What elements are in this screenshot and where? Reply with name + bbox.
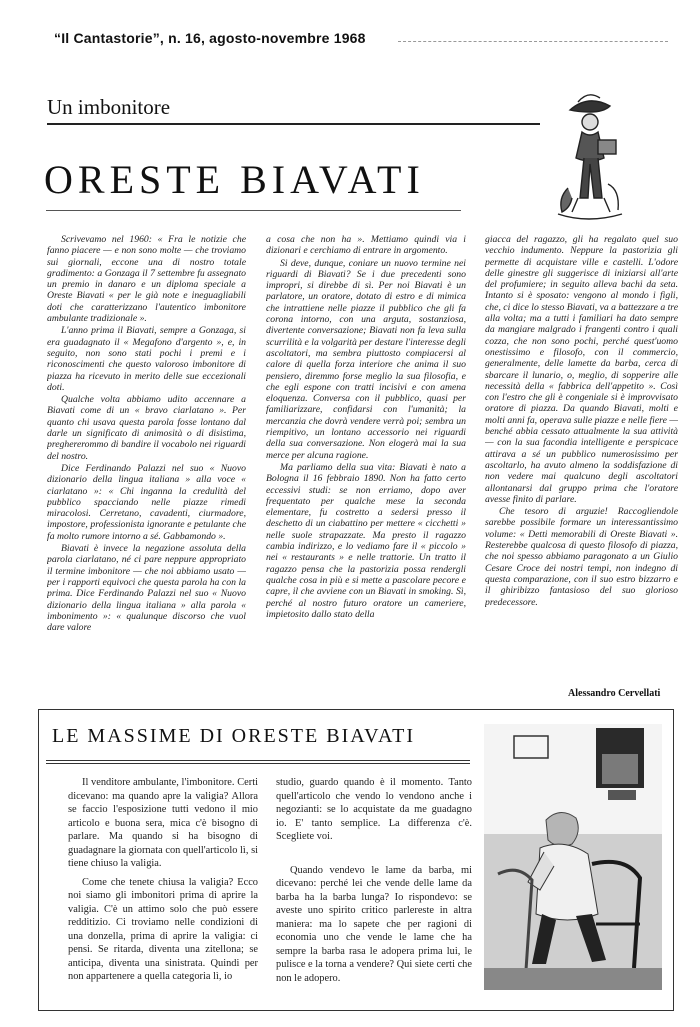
article-title: ORESTE BIAVATI [44, 157, 425, 202]
article-kicker: Un imbonitore [47, 95, 171, 119]
maxims-title: LE MASSIME DI ORESTE BIAVATI [52, 725, 416, 747]
paragraph: Qualche volta abbiamo udito accennare a Biavati come di un « bravo ciarlatano ». Per quanto chi usava questa parola fosse lontano dal darle un significato di animosità o di disistima, preghererommo di bandire il vocabolo nei riguardi del nostro. [47, 394, 246, 462]
maxims-column-1 [68, 776, 258, 1004]
street-vendor-illustration [548, 88, 632, 228]
article-column-2 [266, 234, 466, 696]
author-signature: Alessandro Cervellati [568, 688, 661, 699]
paragraph: Si deve, dunque, coniare un nuovo termine nei riguardi di Biavati? Se i due precedenti sono impropri, si direbbe di sì. Per noi Biavati è un parlatore, un oratore, dotato di estro e di mimica che intrattiene nelle piazze il pubblico che gli fa corona intorno, con una arguta, sostanziosa, divertente conversazione; Biavati non fa leva sulla scurrilità e la volgarità per destare l'interesse degli ascoltatori, ma sembra piuttosto compiacersi al calore di quella forza interiore che anima il suo pensiero, diremmo forse meglio la sua filosofia, e che egli espone con tratti incisivi e con amena eloquenza. Conversa con il pubblico, quasi per familiarizzare, confidarsi con l'umanità; la mercanzia che dovrà vendere verrà poi; sembra un riempitivo, un lontano accessorio nei riguardi della sua conversazione. Non elogerà mai la sua merce per alcuna ragione. [266, 257, 466, 461]
paragraph: L'anno prima il Biavati, sempre a Gonzaga, si era guadagnato il « Megafono d'argento », e, in seguito, non sono stati pochi i premi e i riconoscimenti che questo valoroso imbonitore di piazza ha ricevuto in merito delle sue eccezionali doti. [47, 325, 246, 393]
article-column-3 [485, 234, 678, 684]
kicker-rule [47, 123, 540, 125]
maxims-title-rule [46, 760, 470, 761]
paragraph: Dice Ferdinando Palazzi nel suo « Nuovo dizionario della lingua italiana » alla voce « ciarlatano »: « Chi inganna la credulità del pubblico spacciando nelle piazze rimedi miracolosi. Cerretano, cavadenti, ciurmadore, impostore, professionista ignorante e petulante che fa molto rumore intorno a sé. Gabbamondo ». [47, 462, 246, 542]
maxims-column-2 [276, 776, 472, 1004]
title-rule [46, 210, 461, 211]
paragraph: studio, guardo quando è il momento. Tanto quell'articolo che vendo lo vendono anche i negozianti: se lo acquistate da me guadagno io. E' tanto semplice. La differenza c'è. Scegliete voi. [276, 777, 472, 842]
paragraph: a cosa che non ha ». Mettiamo quindi via i dizionari e cerchiamo di entrare in argomento. [266, 234, 466, 257]
biavati-photo [484, 724, 662, 990]
paragraph: Ma parliamo della sua vita: Biavati è nato a Bologna il 16 febbraio 1890. Non ha fatto certo eccessivi studi: se non erriamo, dopo aver frequentato per qualche mese la seconda elementare, fu costretto a sedersi presso il deschetto di un ciabattino per mettere « cicchetti » nelle suole strapazzate. Ma presto il ragazzo cambia indirizzo, e lo vediamo fare il « piccolo » nei « restaurants » e nelle trattorie. Un tratto il ragazzo pensa che la pastorizia possa rendergli qualche cosa in più e si mette a pascolare pecore e capre, il che avviene con un Biavati in smoking. Sì, perché al nostro futuro oratore un cameriere, impietosito dallo stato della [266, 461, 466, 620]
paragraph: Il venditore ambulante, l'imbonitore. Certi dicevano: ma quando apre la valigia? Allora se faccio l'esposizione tutti vedono il mio articolo e buona sera, mica c'è bisogno di parlare. Ma quando si ha bisogno di guadagnare la giornata con quell'articolo lì, si tiene chiuso la valigia. [68, 777, 258, 869]
header-rule [398, 41, 668, 42]
journal-citation: “Il Cantastorie”, n. 16, agosto-novembre 1968 [54, 30, 366, 46]
paragraph: giacca del ragazzo, gli ha regalato quel suo vecchio indumento. Neppure la pastorizia gli permette di acquistare ville e castelli. L'odore delle ginestre gli suggerisce di iniziarsi all'arte del profumiere; in seguito alleva bachi da seta. Intanto si è sposato: vengono al mondo i figli, che, ci dice lo stesso Biavati, va a battezzare a tre alla volta; ma a tutti i familiari ha dato sempre da mangiare malgrado i frangenti contro i quali cozza, che non sono pochi, perché quest'uomo onestissimo e filosofo, con il commercio, generalmente, delle lamette da barba, cerca di sbarcare il lunario, o, meglio, di sopperire alle necessità della « fabbrica dell'appetito ». Così con l'estro che gli è congeniale si è improvvisato oratore di piazza. Da quando Biavati, molti e molti anni fa, operava sulle piazze e nelle fiere — benché abbia cessato attualmente la sua attività — con la sua facondia intelligente e perspicace attirava a sé un pubblico numerosissimo per ascoltarlo, ha avuto almeno la soddisfazione di non vedere mai qualcuno degli ascoltatori allontanarsi dal gruppo prima che l'oratore avesse finito di parlare. [485, 234, 678, 505]
article-column-1 [47, 234, 246, 696]
maxims-title-rule [46, 763, 470, 764]
paragraph: Biavati è invece la negazione assoluta della parola ciarlatano, né ci pare neppure appropriato il termine imbonitore — che noi abbiamo usato — per i rapporti equivoci che questa parola ha con la prima. Dice Ferdinando Palazzi nel suo « Nuovo dizionario della lingua italiana » alla parola « imbonimento »: « qualunque discorso che vuol dare valore [47, 543, 246, 634]
paragraph: Come che tenete chiusa la valigia? Ecco noi siamo gli imbonitori prima di aprire la valigia. C'è un attimo solo che può essere redditizio. Ci troviamo nelle condizioni di una donzella, prima di aprire la valigia: ci pensi. Se ritarda, diventa una zitellona; se anticipa, diventa una sinistrata. Quindi per non appartenere a quella categoria lì, io [68, 876, 258, 982]
paragraph: Che tesoro di arguzie! Raccogliendole sarebbe possibile formare un interessantissimo volume: « Detti memorabili di Oreste Biavati ». Resterebbe qualcosa di questo filosofo di piazza, che noi spesso abbiamo paragonato a un Giulio Cesare Croce dei nostri tempi, non indegno di questa comparazione, con il suo estro bizzarro e il ghiribizzo fantasioso del suo glorioso predecessore. [485, 506, 678, 608]
paragraph: Quando vendevo le lame da barba, mi dicevano: perché lei che vende delle lame da barba ha la barba lunga? Io rispondevo: se aveste uno spirito critico parlereste in altra maniera: ma lo sapete che per ragioni di economia uno che vende le lame che ha sempre la barba rasa le adopera prima lui, le pulisce e la torna a vendere? Qui siete certi che non le adopero. [276, 864, 472, 984]
paragraph: Scrivevamo nel 1960: « Fra le notizie che fanno piacere — e non sono molte — che troviamo sui giornali, eccone una di nostro totale gradimento: a Gonzaga il 7 settembre fu assegnato un premio in danaro e un diploma speciale a Oreste Biavati « per le già note e ineguagliabili doti che caratterizzano l'autentico imbonitore ambulante tradizionale ». [47, 234, 246, 325]
